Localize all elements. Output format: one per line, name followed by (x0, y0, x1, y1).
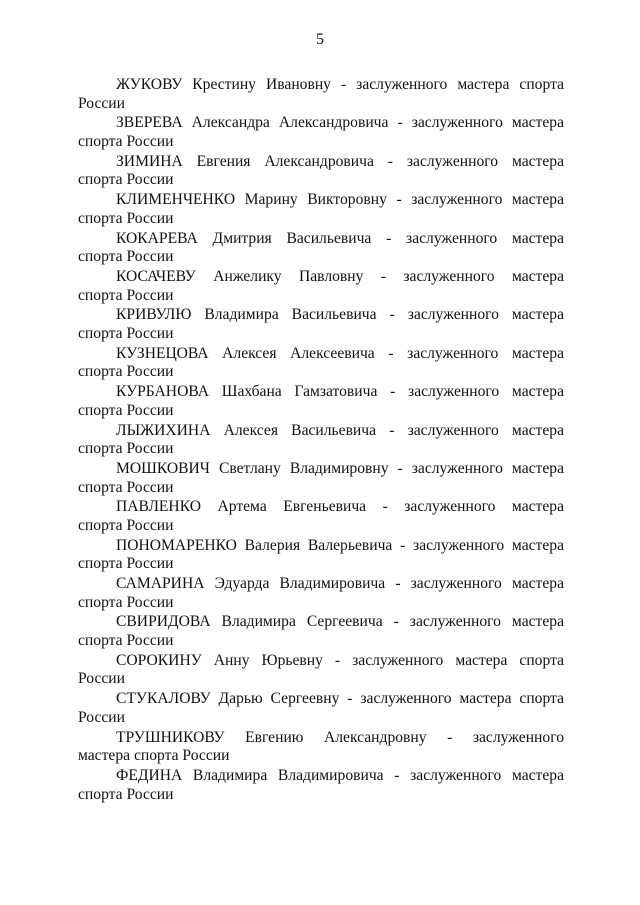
entry-continuation: спорта России (78, 286, 174, 304)
list-item (78, 153, 564, 191)
entry-text: ФЕДИНА Владимира Владимировича - заслуженного мастера (116, 767, 564, 785)
list-item (78, 114, 564, 152)
entry-continuation: спорта России (78, 209, 174, 227)
entry-continuation: спорта России (78, 363, 174, 381)
entry-text: ТРУШНИКОВУ Евгению Александровну - заслуженного (116, 728, 564, 746)
entry-text: СОРОКИНУ Анну Юрьевну - заслуженного мастера спорта (116, 651, 564, 669)
entry-continuation: спорта России (78, 440, 174, 458)
list-item (78, 306, 564, 344)
entry-continuation: России (78, 670, 126, 688)
list-item (78, 537, 564, 575)
list-item (78, 76, 564, 114)
entry-text: КУЗНЕЦОВА Алексея Алексеевича - заслуженного мастера (116, 344, 564, 362)
entry-text: КЛИМЕНЧЕНКО Марину Викторовну - заслуженного мастера (116, 191, 564, 209)
entry-continuation: спорта России (78, 632, 174, 650)
entry-continuation: спорта России (78, 324, 174, 342)
entry-continuation: спорта России (78, 478, 174, 496)
list-item (78, 383, 564, 421)
entry-text: ЗВЕРЕВА Александра Александровича - заслуженного мастера (116, 114, 564, 132)
entry-text: КРИВУЛЮ Владимира Васильевича - заслуженного мастера (116, 306, 564, 324)
page-number: 5 (316, 31, 324, 48)
award-list (78, 76, 564, 805)
entry-continuation: России (78, 708, 126, 726)
entry-text: САМАРИНА Эдуарда Владимировича - заслуженного мастера (116, 575, 564, 593)
entry-text: ПАВЛЕНКО Артема Евгеньевича - заслуженного мастера (116, 498, 564, 516)
list-item (78, 767, 564, 805)
entry-text: ЛЫЖИХИНА Алексея Васильевича - заслуженного мастера (116, 421, 564, 439)
entry-text: СТУКАЛОВУ Дарью Сергеевну - заслуженного мастера спорта (116, 690, 564, 708)
entry-continuation: спорта России (78, 132, 174, 150)
entry-continuation: мастера спорта России (78, 747, 230, 765)
entry-continuation: спорта России (78, 555, 174, 573)
entry-continuation: спорта России (78, 401, 174, 419)
list-item (78, 613, 564, 651)
list-item (78, 652, 564, 690)
list-item (78, 575, 564, 613)
entry-text: ЖУКОВУ Крестину Ивановну - заслуженного мастера спорта (116, 76, 564, 93)
list-item (78, 460, 564, 498)
list-item (78, 690, 564, 728)
entry-text: СВИРИДОВА Владимира Сергеевича - заслуженного мастера (116, 613, 564, 631)
list-item (78, 729, 564, 767)
entry-continuation: спорта России (78, 248, 174, 266)
entry-continuation: спорта России (78, 785, 174, 803)
entry-text: ЗИМИНА Евгения Александровича - заслуженного мастера (116, 152, 564, 170)
list-item (78, 345, 564, 383)
entry-text: КУРБАНОВА Шахбана Гамзатовича - заслуженного мастера (116, 383, 564, 401)
entry-continuation: спорта России (78, 171, 174, 189)
list-item (78, 498, 564, 536)
entry-text: ПОНОМАРЕНКО Валерия Валерьевича - заслуженного мастера (116, 536, 564, 554)
entry-text: КОКАРЕВА Дмитрия Васильевича - заслуженного мастера (116, 229, 564, 247)
entry-continuation: России (78, 94, 126, 112)
list-item (78, 422, 564, 460)
list-item (78, 191, 564, 229)
entry-text: КОСАЧЕВУ Анжелику Павловну - заслуженного мастера (116, 267, 564, 285)
entry-continuation: спорта России (78, 516, 174, 534)
entry-continuation: спорта России (78, 593, 174, 611)
entry-text: МОШКОВИЧ Светлану Владимировну - заслуженного мастера (116, 459, 564, 477)
list-item (78, 230, 564, 268)
list-item (78, 268, 564, 306)
